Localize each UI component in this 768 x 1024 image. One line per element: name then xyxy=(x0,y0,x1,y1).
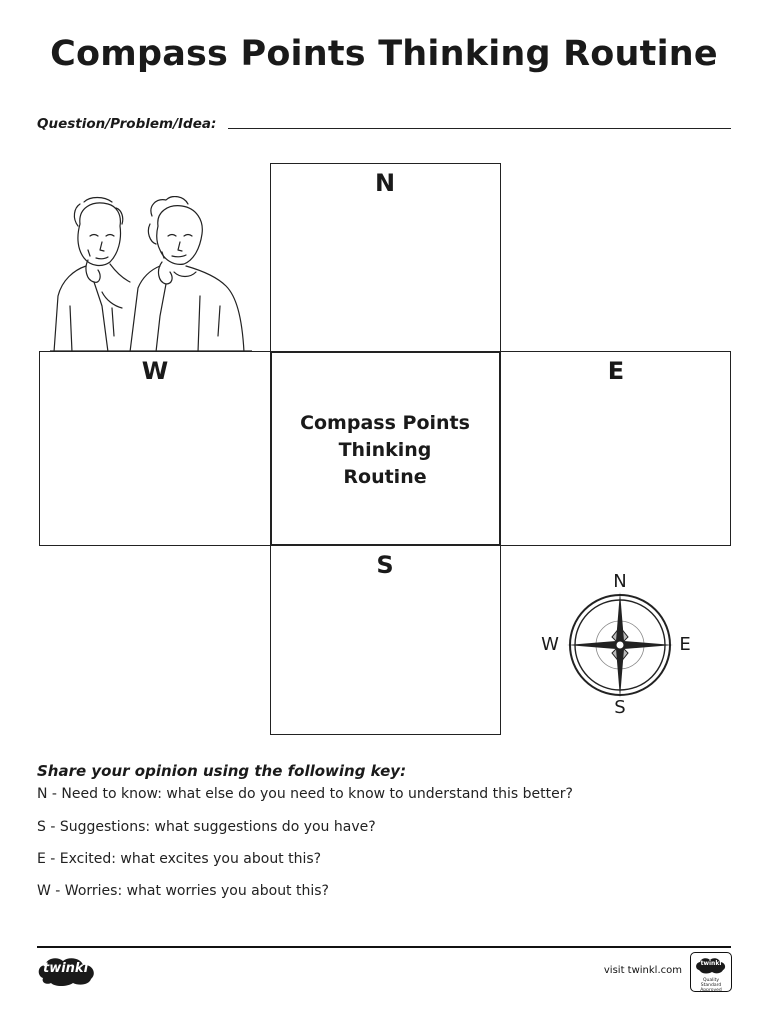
key-heading: Share your opinion using the following key: xyxy=(37,762,407,780)
badge-line: Quality Standard xyxy=(700,978,722,988)
key-line-south: S - Suggestions: what suggestions do you have? xyxy=(37,819,376,835)
twinkl-logo-text: twinkl xyxy=(43,961,89,976)
center-title xyxy=(270,410,500,491)
north-label: N xyxy=(374,169,396,197)
rose-west-label: W xyxy=(541,634,559,655)
footer-rule xyxy=(37,946,731,948)
center-title-line: Thinking xyxy=(338,439,432,461)
question-answer-line[interactable] xyxy=(228,128,731,129)
rose-north-label: N xyxy=(613,571,627,592)
rose-south-label: S xyxy=(614,697,626,718)
badge-line: Approved xyxy=(700,988,722,993)
page-title: Compass Points Thinking Routine xyxy=(50,34,718,74)
south-label: S xyxy=(376,551,394,579)
center-title-line: Routine xyxy=(343,466,427,488)
center-title-line: Compass Points xyxy=(300,412,470,434)
visit-link[interactable]: visit twinkl.com xyxy=(603,965,682,976)
key-line-west: W - Worries: what worries you about this? xyxy=(37,883,329,899)
east-label: E xyxy=(607,357,625,385)
children-illustration xyxy=(50,196,252,352)
question-label: Question/Problem/Idea: xyxy=(37,116,217,132)
rose-east-label: E xyxy=(679,634,691,655)
badge-line: twinkl xyxy=(700,960,722,967)
compass-rose-icon xyxy=(563,590,677,700)
west-label: W xyxy=(141,357,169,385)
badge-text xyxy=(693,960,729,993)
key-line-north: N - Need to know: what else do you need to know to understand this better? xyxy=(37,786,573,802)
key-line-east: E - Excited: what excites you about this? xyxy=(37,851,322,867)
